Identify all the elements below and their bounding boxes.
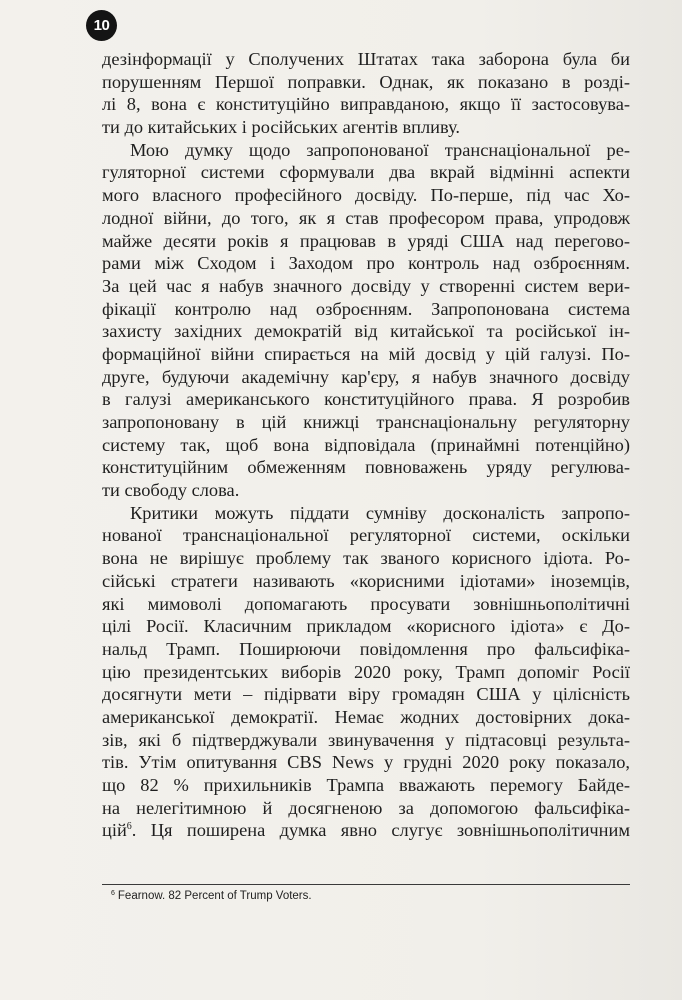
text-line: Мою думку щодо запропонованої транснаціональної ре- — [130, 139, 630, 160]
text-line: формаційної війни спирається на мій досвід у цій галузі. По- — [102, 343, 630, 364]
text-line: цілі Росії. Класичним прикладом «корисного ідіота» є До- — [102, 616, 630, 637]
text-line: фікації контролю над озброєнням. Запропонована система — [102, 298, 630, 319]
text-line: що 82 % прихильників Трампа вважають перемогу Байде- — [102, 775, 630, 795]
text-line: За цей час я набув значного досвіду у створенні систем вери- — [102, 275, 630, 296]
text-line: майже десяти років я працював в уряді США над перегово- — [102, 230, 630, 251]
text-line: американської демократії. Немає жодних достовірних дока- — [102, 706, 630, 727]
text-line: систему так, щоб вона відповідала (принаймні потенційно) — [102, 434, 630, 455]
text-line: нальд Трамп. Поширюючи повідомлення про фальсифіка- — [102, 638, 630, 659]
text-line: друге, будуючи академічну кар'єру, я набув значного досвіду — [102, 366, 630, 387]
footnote-reference[interactable]: 6 — [126, 821, 132, 833]
text-line: Критики можуть піддати сумніву досконалість запропо- — [130, 502, 630, 523]
text-line-with-footnote — [102, 819, 630, 842]
paragraph-3 — [102, 502, 630, 842]
footnote-divider — [102, 884, 630, 885]
text-line: захисту західних демократій від китайської та російської ін- — [102, 321, 630, 342]
text-line: на нелегітимною й досягненою за допомогою фальсифіка- — [102, 797, 630, 818]
text-line: конституційним обмеженням повноважень уряду регулюва- — [102, 457, 630, 478]
text-line: ти свободу слова. — [102, 480, 240, 501]
text-line: дезінформації у Сполучених Штатах така заборона була би — [102, 49, 630, 69]
text-line: вона не вирішує проблему так званого корисного ідіота. Ро- — [102, 548, 630, 569]
text-line: які мимоволі допомагають просувати зовнішньополітичні — [102, 593, 630, 614]
text-line: мого власного професійного досвіду. По-перше, під час Хо- — [102, 185, 630, 206]
text-line: досягнути мети – підірвати віру громадян США у цілісність — [102, 684, 630, 705]
text-fragment: цій — [102, 820, 127, 841]
text-line: в галузі американського конституційного права. Я розробив — [102, 389, 630, 410]
text-line: порушенням Першої поправки. Однак, як показано в розді- — [102, 71, 630, 92]
footnote-text: Fearnow. 82 Percent of Trump Voters. — [117, 890, 312, 902]
text-line: сійські стратеги називають «корисними ідіотами» іноземців, — [102, 570, 630, 591]
text-line: лодної війни, до того, як я став професором права, упродовж — [102, 207, 630, 228]
text-fragment: . Ця поширена думка явно слугує зовнішньополітичним — [131, 820, 630, 841]
footnote-mark: 6 — [111, 890, 115, 897]
text-line: ти до китайських і російських агентів впливу. — [102, 117, 461, 138]
paragraph-1 — [102, 48, 630, 139]
text-line: зів, які б підтверджували звинувачення у підтасовці результа- — [102, 729, 630, 750]
text-line: тів. Утім опитування CBS News у грудні 2020 року показало, — [102, 752, 630, 773]
footnote — [111, 890, 312, 902]
paragraph-2 — [102, 139, 630, 502]
text-line: запропоновану в цій книжці транснаціональну регуляторну — [102, 412, 630, 432]
text-line: рами між Сходом і Заходом про контроль над озброєнням. — [102, 253, 630, 274]
page-number-badge: 10 — [86, 10, 117, 41]
text-line: нованої транснаціональної регуляторної системи, оскільки — [102, 525, 630, 546]
body-text — [102, 48, 630, 842]
text-line: лі 8, вона є конституційно виправданою, якщо її застосовува- — [102, 94, 630, 115]
text-line: цію президентських виборів 2020 року, Трамп допоміг Росії — [102, 661, 630, 682]
text-line: гуляторної системи сформували два вкрай відмінні аспекти — [102, 162, 630, 183]
